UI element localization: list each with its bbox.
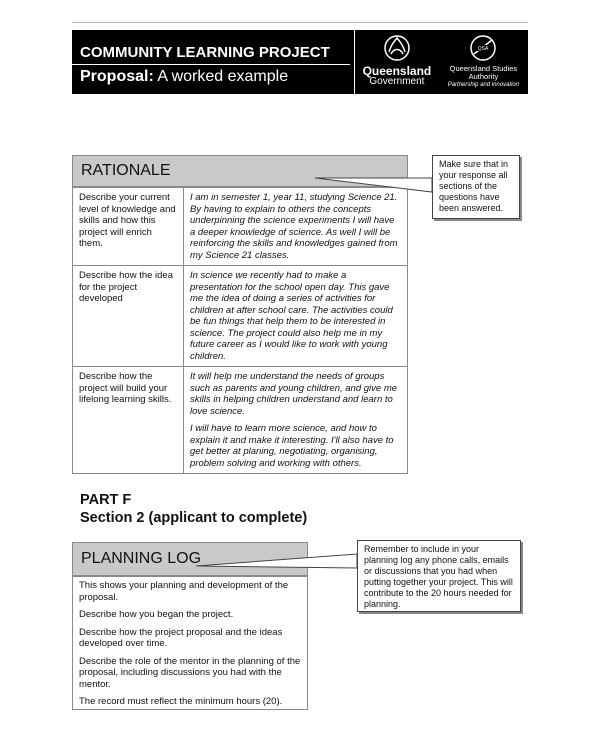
planning-pointer xyxy=(196,554,357,568)
project-title: COMMUNITY LEARNING PROJECT xyxy=(72,30,350,65)
answer-cell: I am in semester 1, year 11, studying Science 21. By having to explain to others the concepts underpinning the science experiments I will have a deeper knowledge of science. As well I will be reinforcing the skills and knowledges gained from my Science 21 classes. xyxy=(184,188,408,266)
logo-left-name: Queensland xyxy=(362,64,432,78)
subtitle-bold: Proposal: xyxy=(80,68,154,85)
logo-right-tagline: Partnership and innovation xyxy=(447,82,520,88)
answer-cell: In science we recently had to make a presentation for the school open day. This gave me the idea of doing a series of activities for children at after school care. The activities could be fun things that help them to be interested in science. The project could also help me in my future career as I would like to work with young children. xyxy=(184,266,408,367)
planning-item: The record must reflect the minimum hours (20). xyxy=(79,696,283,707)
rationale-heading: RATIONALE xyxy=(72,155,408,187)
svg-text:QSA: QSA xyxy=(478,46,489,52)
question-cell: Describe your current level of knowledge and skills and how this project will enrich them. xyxy=(73,188,184,266)
question-cell: Describe how the idea for the project developed xyxy=(73,266,184,367)
logo-right-name: Queensland Studies Authority xyxy=(449,64,518,81)
answer-paragraph: It will help me understand the needs of groups such as parents and young children, and give me skills in helping children understand and learn to love science. xyxy=(190,371,398,417)
planning-callout: Remember to include in your planning log any phone calls, emails or discussions that you had when putting together your project. This will contribute to the 20 hours needed for planning. xyxy=(357,540,521,612)
planning-item: Describe how the project proposal and the ideas developed over time. xyxy=(79,626,283,649)
subtitle-rest: A worked example xyxy=(157,68,289,85)
logo-left-sub: Government xyxy=(369,76,425,87)
planning-item: This shows your planning and development of the proposal. xyxy=(79,580,289,603)
rationale-callout: Make sure that in your response all sections of the questions have been answered. xyxy=(432,155,520,219)
section-title: Section 2 (applicant to complete) xyxy=(80,510,308,526)
planning-item: Describe the role of the mentor in the planning of the proposal, including discussions you had with the mentor. xyxy=(79,655,301,690)
rationale-pointer xyxy=(315,178,432,192)
planning-item: Describe how you began the project. xyxy=(79,609,234,620)
part-title: PART F xyxy=(80,492,132,508)
planning-log-heading: PLANNING LOG xyxy=(72,542,308,576)
answer-paragraph: I will have to learn more science, and how to explain it and make it interesting. I'll also have to get better at planing, negotiating, organising, problem solving and working with others. xyxy=(190,423,394,469)
question-cell: Describe how the project will build your lifelong learning skills. xyxy=(73,367,184,474)
